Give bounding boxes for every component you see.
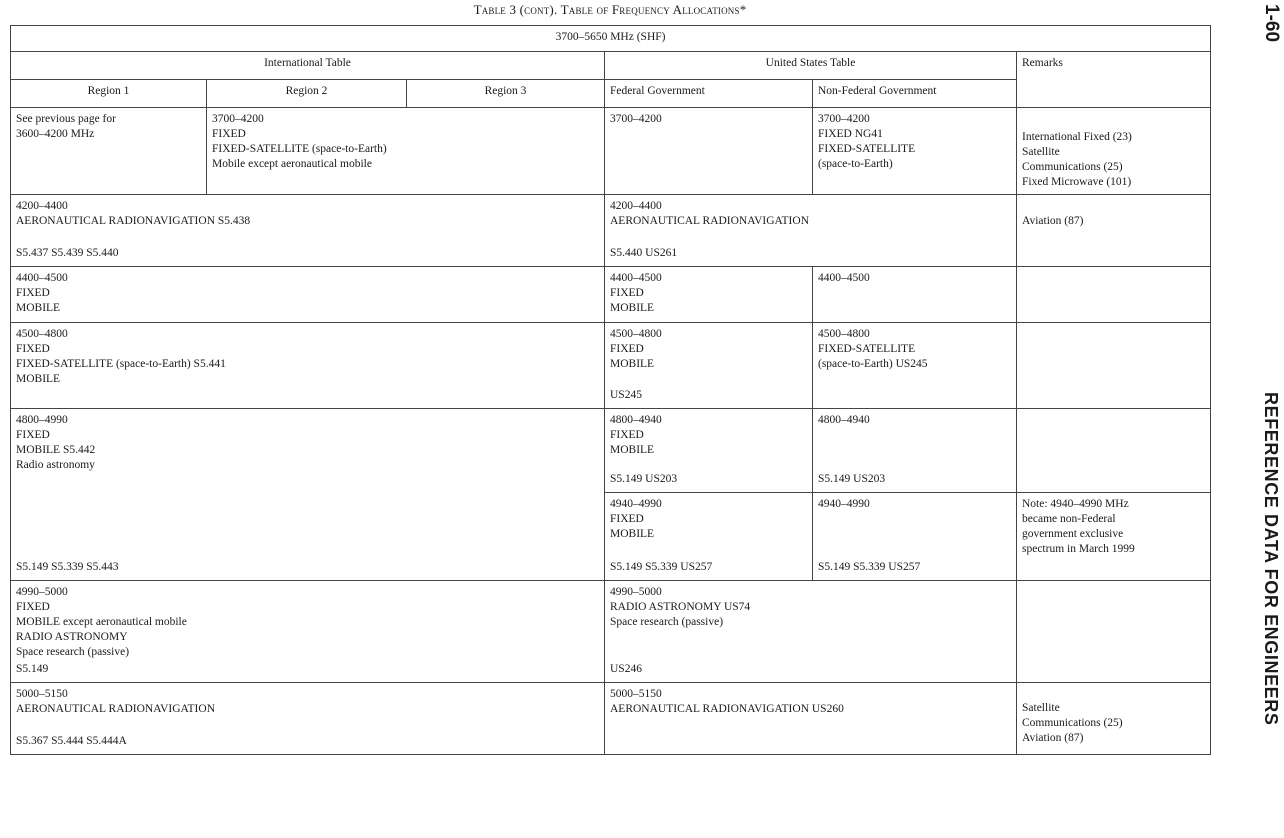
cell-4500-remarks xyxy=(1017,323,1211,409)
cell-4940-nonfederal xyxy=(813,493,1017,581)
cell-4400-remarks xyxy=(1017,267,1211,323)
cell-3700-region1 xyxy=(11,108,207,195)
cell-text: 4990–5000 RADIO ASTRONOMY US74 Space research (passive) xyxy=(610,586,751,628)
cell-4940-federal xyxy=(605,493,813,581)
cell-text: See previous page for 3600–4200 MHz xyxy=(16,113,116,140)
cell-3700-nonfederal xyxy=(813,108,1017,195)
international-table-header: International Table xyxy=(11,52,605,80)
cell-text: 4400–4500 FIXED MOBILE xyxy=(16,272,68,314)
band-header-row xyxy=(11,26,1211,52)
cell-4800-intl xyxy=(11,409,605,581)
cell-footnotes: S5.437 S5.439 S5.440 xyxy=(16,247,119,259)
cell-footnotes: S5.367 S5.444 S5.444A xyxy=(16,735,127,747)
cell-4800-remarks xyxy=(1017,409,1211,493)
cell-footnotes: S5.440 US261 xyxy=(610,247,678,259)
table-group-header-row xyxy=(11,52,1211,80)
cell-text: Note: 4940–4990 MHz became non-Federal government exclusive spectrum in March 1999 xyxy=(1022,498,1135,555)
cell-text: 5000–5150 AERONAUTICAL RADIONAVIGATION US260 xyxy=(610,688,844,715)
cell-5000-intl xyxy=(11,683,605,755)
cell-4990-intl xyxy=(11,581,605,683)
cell-text: 3700–4200 xyxy=(610,113,662,125)
region1-header: Region 1 xyxy=(11,80,207,108)
cell-4800-federal xyxy=(605,409,813,493)
cell-5000-us xyxy=(605,683,1017,755)
table-row xyxy=(11,683,1211,755)
cell-3700-region23 xyxy=(207,108,605,195)
cell-footnotes: S5.149 US203 xyxy=(610,473,678,485)
cell-4200-us xyxy=(605,195,1017,267)
cell-text: Satellite Communications (25) Aviation (87) xyxy=(1022,702,1123,744)
band-title: 3700–5650 MHz (SHF) xyxy=(11,26,1211,52)
cell-text: 4500–4800 FIXED FIXED-SATELLITE (space-to-Earth) S5.441 MOBILE xyxy=(16,328,226,385)
table-row xyxy=(11,409,1211,493)
region2-header: Region 2 xyxy=(207,80,407,108)
table-row xyxy=(11,581,1211,683)
cell-3700-remarks xyxy=(1017,108,1211,195)
cell-text: 4400–4500 FIXED MOBILE xyxy=(610,272,662,314)
cell-text: 5000–5150 AERONAUTICAL RADIONAVIGATION xyxy=(16,688,215,715)
cell-text: 4200–4400 AERONAUTICAL RADIONAVIGATION xyxy=(610,200,809,227)
cell-4200-intl xyxy=(11,195,605,267)
table-row xyxy=(11,195,1211,267)
cell-footnotes: S5.149 xyxy=(16,663,49,675)
region3-header: Region 3 xyxy=(407,80,605,108)
table-row xyxy=(11,267,1211,323)
table-row xyxy=(11,108,1211,195)
cell-footnotes: S5.149 US203 xyxy=(818,473,886,485)
cell-text: 4400–4500 xyxy=(818,272,870,284)
book-title: REFERENCE DATA FOR ENGINEERS xyxy=(1261,392,1281,726)
cell-4990-remarks xyxy=(1017,581,1211,683)
frequency-allocation-table xyxy=(10,25,1211,755)
cell-text: 4800–4940 xyxy=(818,414,870,426)
cell-5000-remarks xyxy=(1017,683,1211,755)
cell-text: International Fixed (23) Satellite Communications (25) Fixed Microwave (101) xyxy=(1022,131,1132,188)
cell-text: 4800–4990 FIXED MOBILE S5.442 Radio astronomy xyxy=(16,414,96,471)
us-table-header: United States Table xyxy=(605,52,1017,80)
cell-4400-intl xyxy=(11,267,605,323)
federal-header: Federal Government xyxy=(605,80,813,108)
cell-text: 4800–4940 FIXED MOBILE xyxy=(610,414,662,456)
cell-4400-federal xyxy=(605,267,813,323)
table-row xyxy=(11,323,1211,409)
cell-4400-nonfederal xyxy=(813,267,1017,323)
cell-text: 4940–4990 xyxy=(818,498,870,510)
cell-4500-federal xyxy=(605,323,813,409)
cell-4500-intl xyxy=(11,323,605,409)
cell-text: 4940–4990 FIXED MOBILE xyxy=(610,498,662,540)
nonfederal-header: Non-Federal Government xyxy=(813,80,1017,108)
cell-footnotes: S5.149 S5.339 US257 xyxy=(818,561,921,573)
cell-text: 3700–4200 FIXED FIXED-SATELLITE (space-to-Earth) Mobile except aeronautical mobile xyxy=(212,113,387,170)
cell-footnotes: US245 xyxy=(610,389,642,401)
cell-footnotes: S5.149 S5.339 US257 xyxy=(610,561,713,573)
cell-text: 4990–5000 FIXED MOBILE except aeronautical mobile RADIO ASTRONOMY Space research (passive) xyxy=(16,586,187,658)
remarks-header: Remarks xyxy=(1017,52,1211,108)
cell-3700-federal xyxy=(605,108,813,195)
cell-footnotes: US246 xyxy=(610,663,642,675)
cell-text: 4500–4800 FIXED-SATELLITE (space-to-Earth) US245 xyxy=(818,328,928,370)
caption-asterisk: * xyxy=(739,2,747,17)
cell-text: 4200–4400 AERONAUTICAL RADIONAVIGATION S5.438 xyxy=(16,200,251,227)
cell-4940-remarks xyxy=(1017,493,1211,581)
cell-text: Aviation (87) xyxy=(1022,215,1084,227)
cell-footnotes: S5.149 S5.339 S5.443 xyxy=(16,561,119,573)
cell-4800-nonfederal xyxy=(813,409,1017,493)
cell-4990-us xyxy=(605,581,1017,683)
cell-text: 4500–4800 FIXED MOBILE xyxy=(610,328,662,370)
table-caption xyxy=(0,2,1220,18)
cell-text: 3700–4200 FIXED NG41 FIXED-SATELLITE (space-to-Earth) xyxy=(818,113,916,170)
cell-4200-remarks xyxy=(1017,195,1211,267)
page-number: 1-60 xyxy=(1261,4,1282,43)
cell-4500-nonfederal xyxy=(813,323,1017,409)
caption-text: Table 3 (cont). Table of Frequency Allocations xyxy=(473,2,740,17)
